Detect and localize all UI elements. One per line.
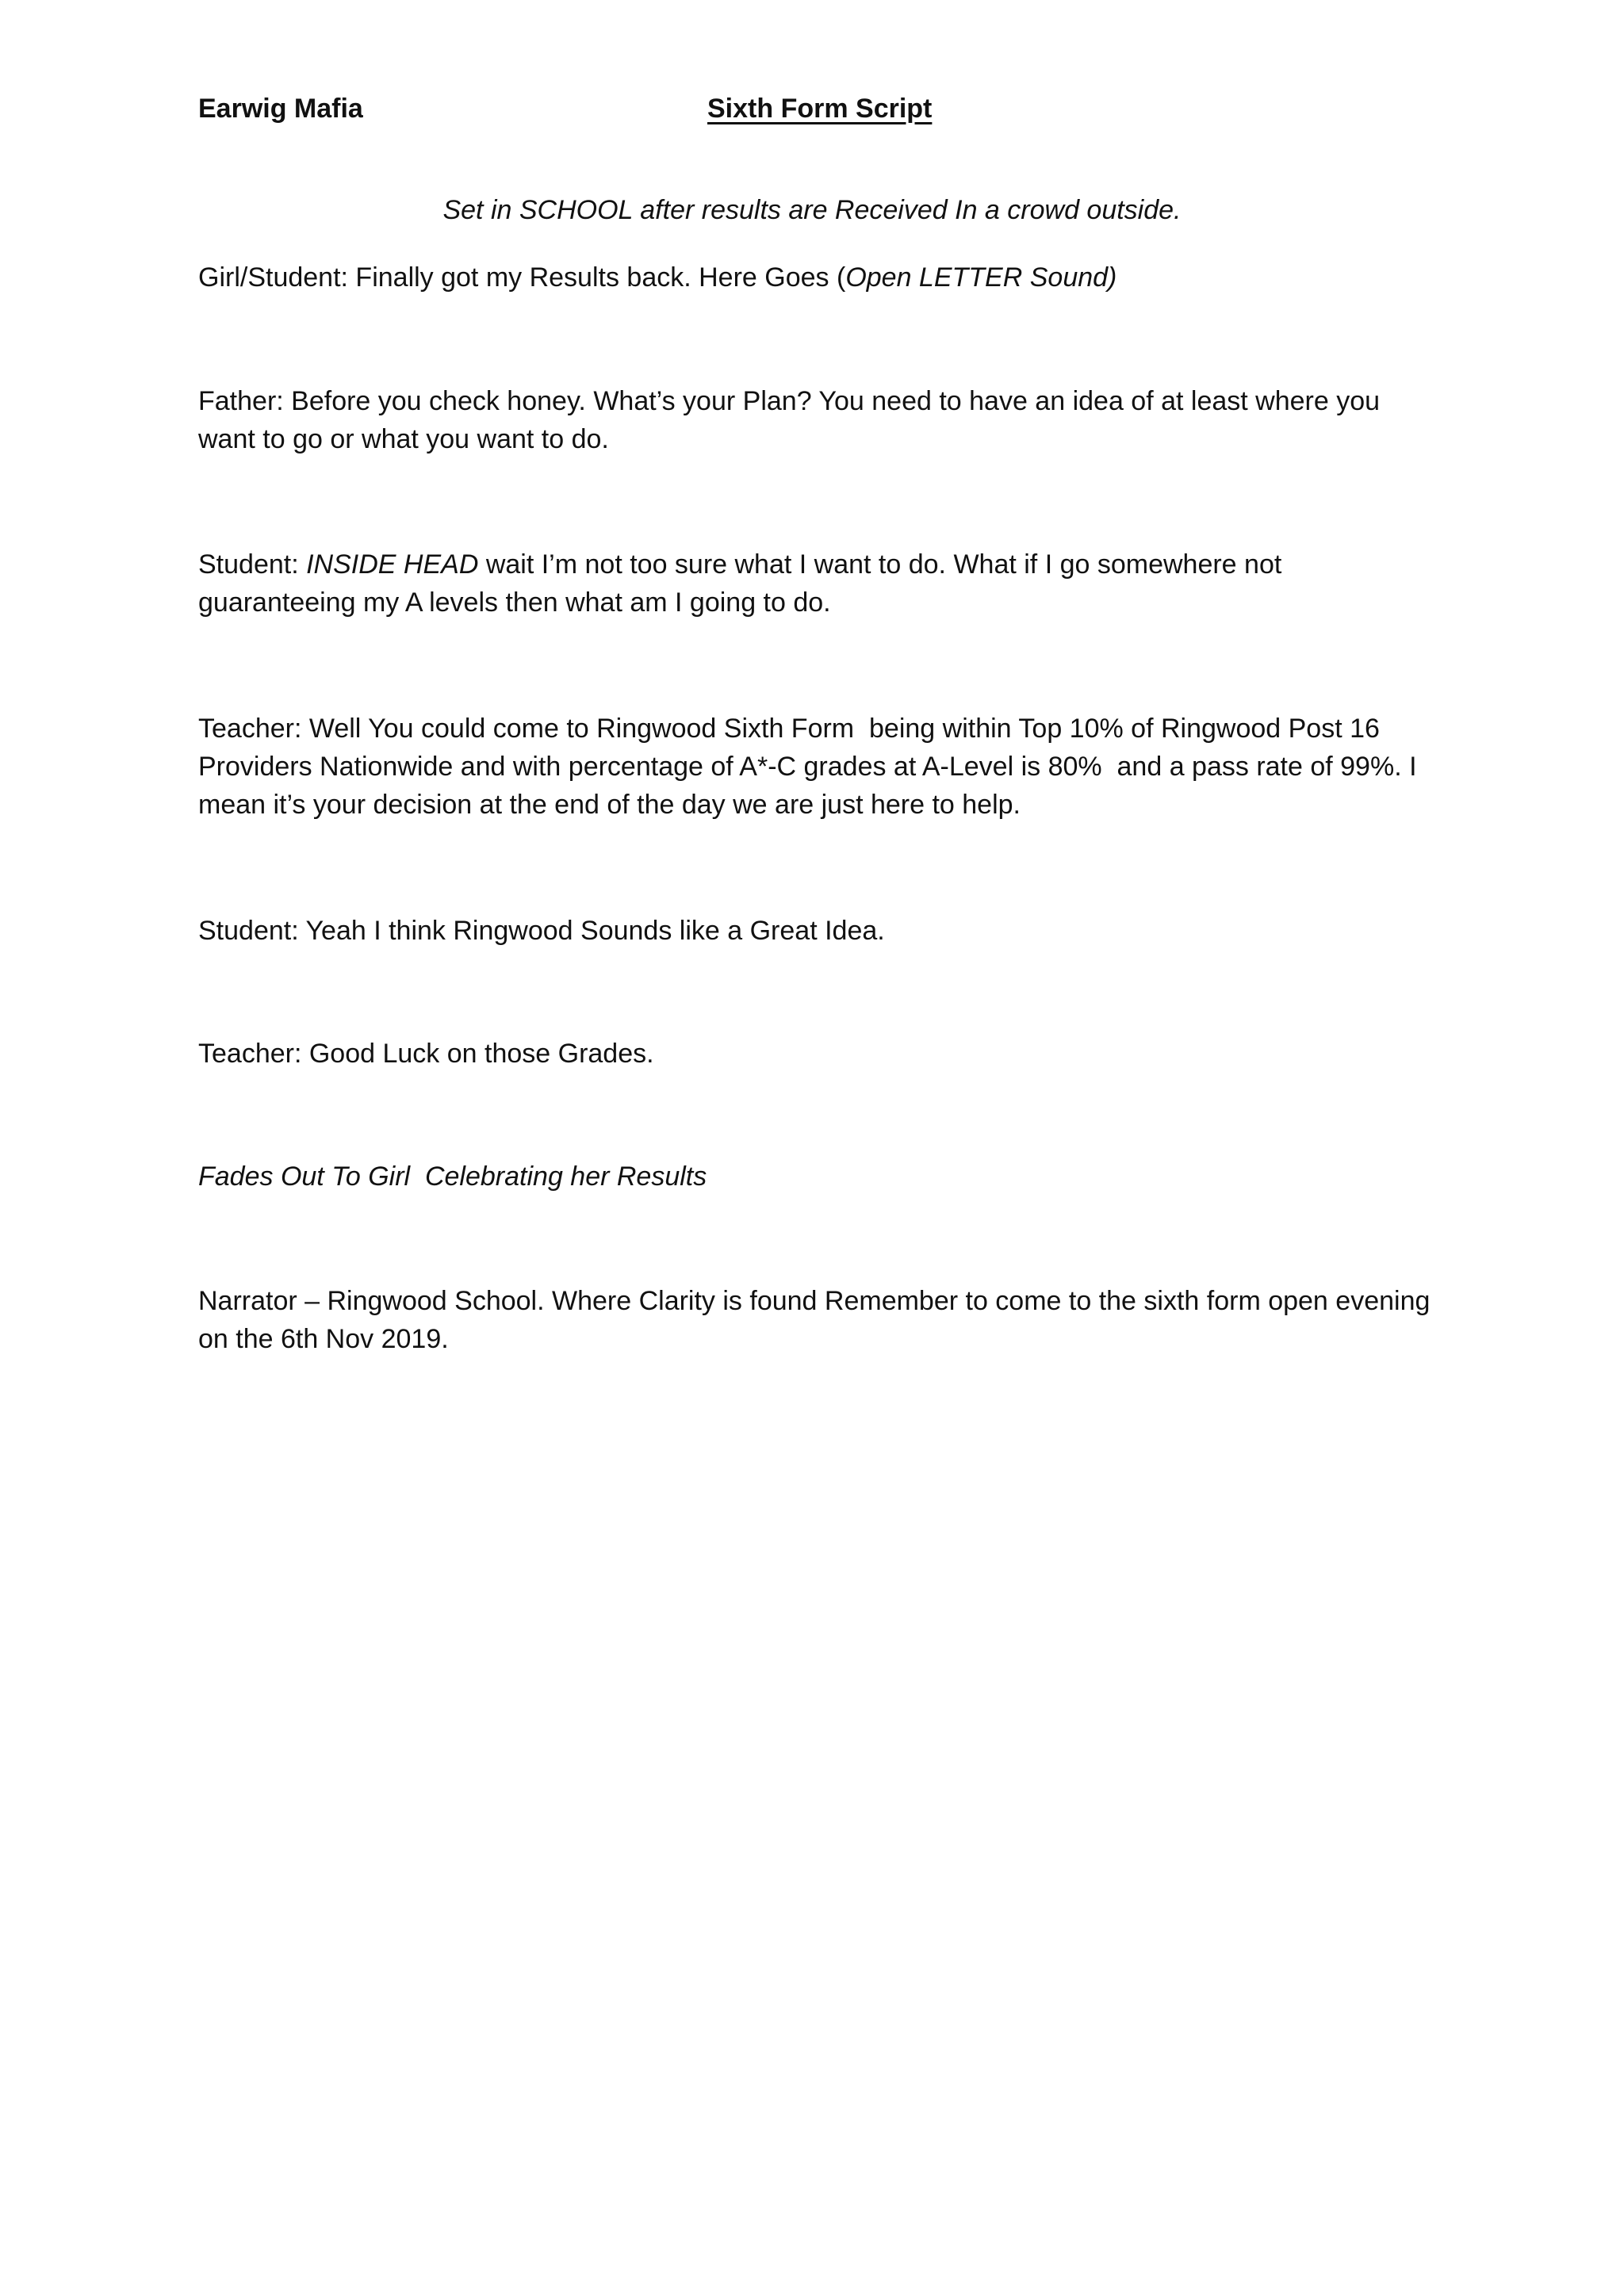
line-text: wait I’m not too sure what I want to do. What if I go somewhere not guaranteeing my A levels then what am I going to do. <box>198 549 1289 618</box>
line-father <box>198 382 1435 458</box>
line-text: Student: Yeah I think Ringwood Sounds like a Great Idea. <box>198 916 885 946</box>
author-name: Earwig Mafia <box>198 94 363 124</box>
speaker-label: Student: <box>198 549 307 580</box>
line-student-agree <box>198 912 1435 950</box>
line-teacher-pitch <box>198 710 1435 824</box>
line-narrator <box>198 1282 1438 1358</box>
stage-direction-fade <box>198 1158 1435 1196</box>
stage-direction: INSIDE HEAD <box>306 549 479 580</box>
stage-direction: Open LETTER Sound) <box>845 262 1117 293</box>
line-text: Teacher: Well You could come to Ringwood Sixth Form being within Top 10% of Ringwood Post 16 Providers Nationwide and with percentage of A*-C grades at A-Level is 80% and a pass rate of 99%. I mean it’s your decision at the end of the day we are just here to help. <box>198 714 1424 820</box>
line-text: Father: Before you check honey. What’s your Plan? You need to have an idea of at least where you want to go or what you want to do. <box>198 386 1388 454</box>
line-text: Narrator – Ringwood School. Where Clarity is found Remember to come to the sixth form open evening on the 6th Nov 2019. <box>198 1286 1438 1354</box>
line-girl-student <box>198 258 1435 297</box>
scene-setting: Set in SCHOOL after results are Received In a crowd outside. <box>442 195 1182 225</box>
document-title: Sixth Form Script <box>707 94 933 124</box>
line-text: Girl/Student: Finally got my Results back. Here Goes ( <box>198 262 846 293</box>
line-text: Teacher: Good Luck on those Grades. <box>198 1039 654 1069</box>
line-student-inside-head <box>198 545 1435 622</box>
line-teacher-good-luck <box>198 1035 1435 1073</box>
line-text: Fades Out To Girl Celebrating her Results <box>198 1161 707 1192</box>
